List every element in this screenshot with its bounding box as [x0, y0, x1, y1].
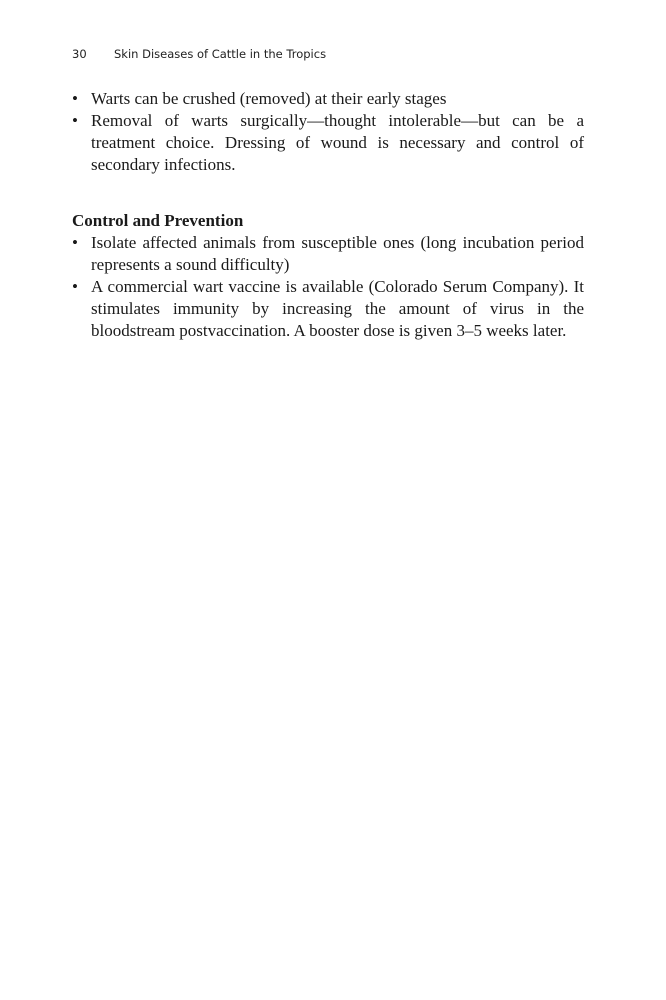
list-item-text: A commercial wart vaccine is available (Colorado Serum Company). It stimulates immunity by increasing the amount of virus in the bloodstream postvaccination. A booster dose is given 3–5 weeks later. — [91, 277, 584, 340]
list-item-text: Isolate affected animals from susceptible ones (long incubation period represents a sound difficulty) — [91, 233, 584, 274]
bullet-marker: • — [72, 111, 78, 130]
list-item — [72, 88, 584, 110]
list-item-text: Removal of warts surgically—thought intolerable—but can be a treatment choice. Dressing of wound is necessary and control of secondary infections. — [91, 111, 584, 174]
running-title: Skin Diseases of Cattle in the Tropics — [114, 47, 327, 61]
treatment-list — [72, 88, 584, 176]
list-item-text: Warts can be crushed (removed) at their early stages — [91, 89, 447, 108]
list-item — [72, 232, 584, 276]
running-head — [72, 47, 326, 61]
list-item — [72, 110, 584, 176]
control-prevention-list — [72, 232, 584, 342]
bullet-marker: • — [72, 277, 78, 296]
list-item — [72, 276, 584, 342]
bullet-marker: • — [72, 89, 78, 108]
section-heading: Control and Prevention — [72, 211, 244, 230]
bullet-marker: • — [72, 233, 78, 252]
page-body — [72, 88, 584, 342]
page-number: 30 — [72, 47, 87, 61]
